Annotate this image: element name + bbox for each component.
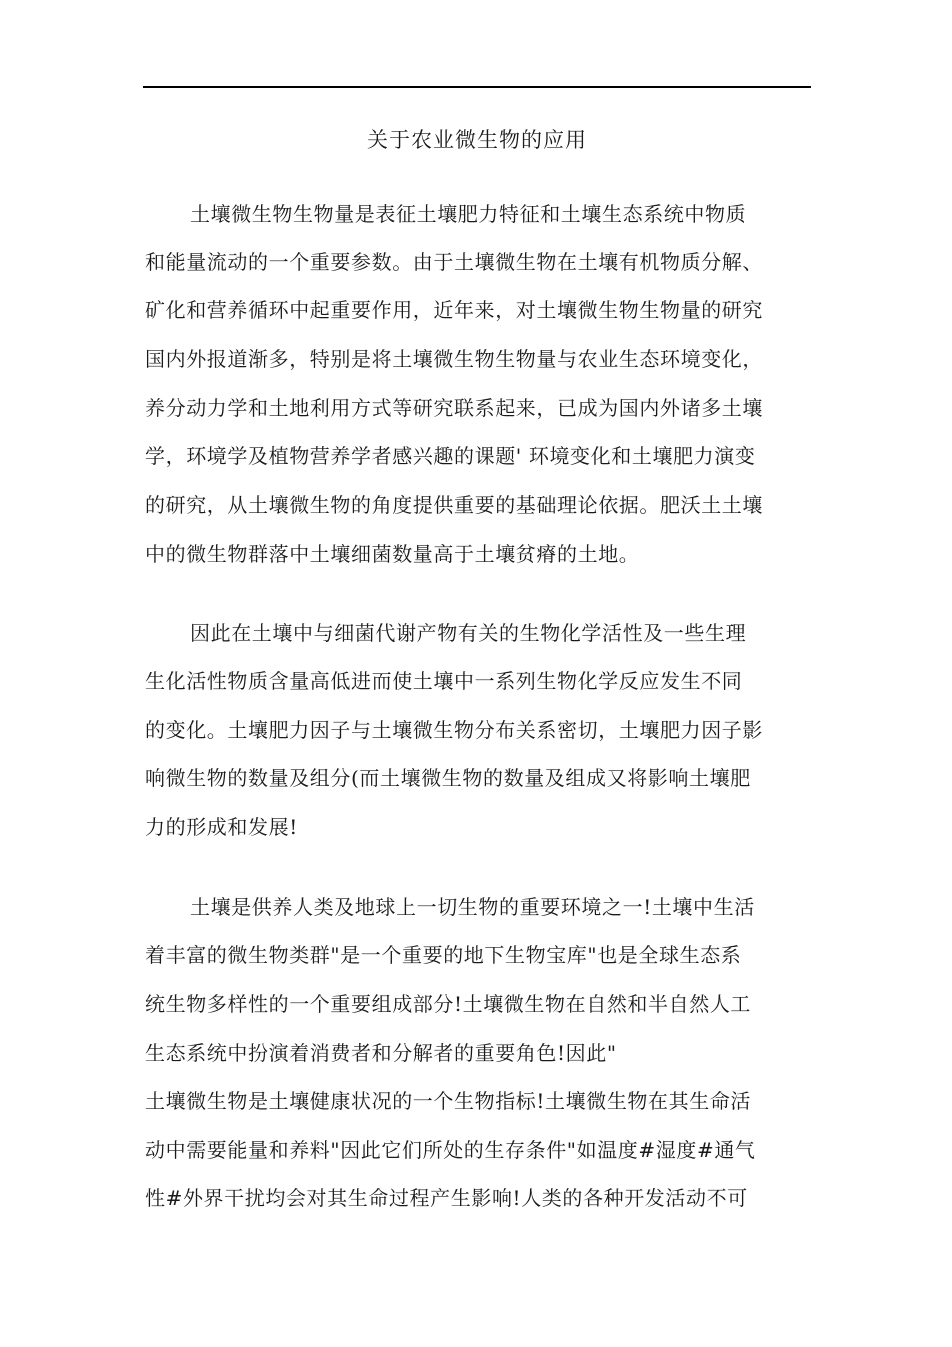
- text-line: 性#外界干扰均会对其生命过程产生影响!人类的各种开发活动不可: [145, 1186, 748, 1210]
- text-line: 统生物多样性的一个重要组成部分!土壤微生物在自然和半自然人工: [145, 992, 752, 1016]
- text-line: 生态系统中扮演着消费者和分解者的重要角色!因此": [145, 1041, 617, 1065]
- text-line: 着丰富的微生物类群"是一个重要的地下生物宝库"也是全球生态系: [145, 943, 742, 967]
- text-line: 的研究，从土壤微生物的角度提供重要的基础理论依据。肥沃土土壤: [145, 493, 763, 517]
- text-line: 动中需要能量和养料"因此它们所处的生存条件"如温度#湿度#通气: [145, 1138, 756, 1162]
- text-line: 学，环境学及植物营养学者感兴趣的课题' 环境变化和土壤肥力演变: [145, 444, 756, 468]
- text-line: 和能量流动的一个重要参数。由于土壤微生物在土壤有机物质分解、: [145, 250, 763, 274]
- text-line: 生化活性物质含量高低进而使土壤中一系列生物化学反应发生不同: [145, 669, 743, 693]
- document-title: 关于农业微生物的应用: [367, 128, 587, 152]
- text-line: 养分动力学和土地利用方式等研究联系起来，已成为国内外诸多土壤: [145, 396, 763, 420]
- text-line: 土壤微生物是土壤健康状况的一个生物指标!土壤微生物在其生命活: [145, 1089, 752, 1113]
- text-line: 力的形成和发展!: [145, 815, 298, 839]
- text-line: 矿化和营养循环中起重要作用，近年来，对土壤微生物生物量的研究: [145, 298, 763, 322]
- top-rule: [143, 86, 811, 88]
- text-line: 响微生物的数量及组分(而土壤微生物的数量及组成又将影响土壤肥: [145, 766, 751, 790]
- text-line: 国内外报道渐多，特别是将土壤微生物生物量与农业生态环境变化，: [145, 347, 763, 371]
- text-line: 土壤微生物生物量是表征土壤肥力特征和土壤生态系统中物质: [190, 202, 747, 226]
- text-line: 的变化。土壤肥力因子与土壤微生物分布关系密切，土壤肥力因子影: [145, 718, 763, 742]
- text-line: 因此在土壤中与细菌代谢产物有关的生物化学活性及一些生理: [190, 621, 747, 645]
- text-line: 中的微生物群落中土壤细菌数量高于土壤贫瘠的土地。: [145, 542, 640, 566]
- text-line: 土壤是供养人类及地球上一切生物的重要环境之一!土壤中生活: [190, 895, 755, 919]
